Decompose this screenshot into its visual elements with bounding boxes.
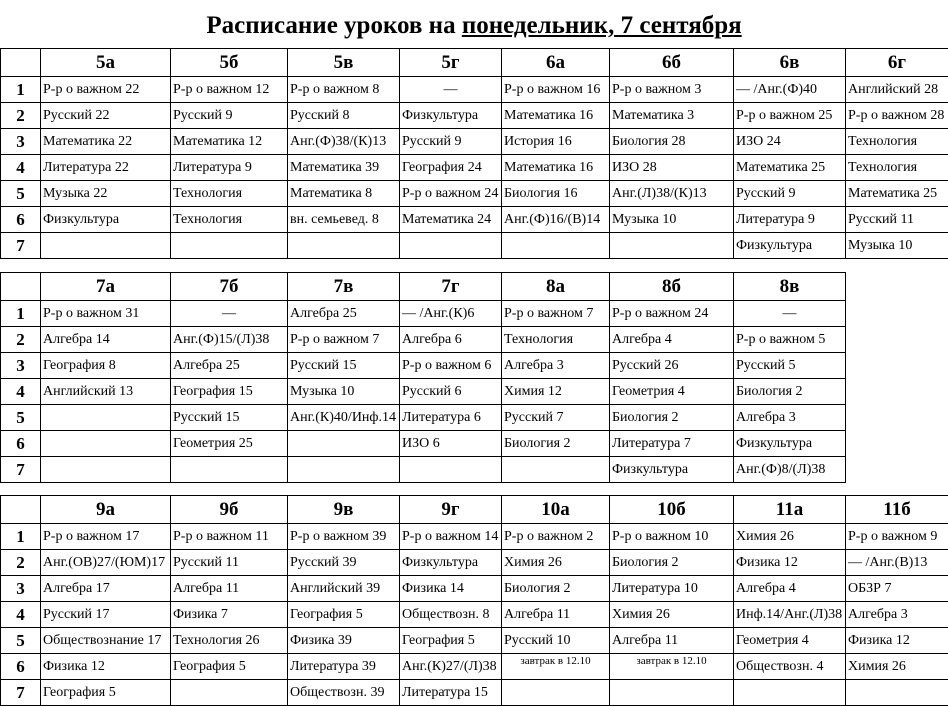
lesson-cell: Технология [171,181,288,207]
lesson-cell: Геометрия 4 [734,628,846,654]
lesson-cell: Анг.(Ф)38/(К)13 [288,129,400,155]
lesson-cell: Обществозн. 39 [288,680,400,706]
lesson-cell: Алгебра 3 [734,405,846,431]
lesson-cell: Технология [502,327,610,353]
class-header: 7а [41,273,171,301]
lesson-row [1,103,948,129]
lesson-cell: Анг.(Л)38/(К)13 [610,181,734,207]
lesson-cell: Русский 8 [288,103,400,129]
schedule-table-grades-5-6 [0,48,948,259]
lesson-row [1,680,948,706]
lesson-cell: Обществознание 17 [41,628,171,654]
lesson-cell: Р-р о важном 22 [41,77,171,103]
class-header: 6г [846,49,948,77]
lesson-cell: География 5 [288,602,400,628]
lesson-cell: Р-р о важном 14 [400,524,502,550]
lesson-cell [41,405,171,431]
class-header-row [1,496,948,524]
lesson-cell: Физкультура [400,550,502,576]
lesson-row [1,379,846,405]
lesson-cell: — [171,301,288,327]
lesson-cell: Биология 28 [610,129,734,155]
lesson-row [1,524,948,550]
lesson-row [1,77,948,103]
lesson-cell: Химия 26 [502,550,610,576]
lesson-row [1,405,846,431]
lesson-row [1,301,846,327]
lesson-number: 1 [1,301,41,327]
lesson-number: 5 [1,628,41,654]
lesson-cell [171,680,288,706]
lesson-cell: Физкультура [41,207,171,233]
lesson-cell: Геометрия 4 [610,379,734,405]
lesson-number: 4 [1,155,41,181]
lesson-cell: Литература 7 [610,431,734,457]
lesson-cell: География 8 [41,353,171,379]
lesson-cell: Математика 25 [846,181,948,207]
lesson-number: 6 [1,431,41,457]
lesson-cell: Математика 8 [288,181,400,207]
class-header: 5б [171,49,288,77]
class-header: 9б [171,496,288,524]
lesson-number: 3 [1,129,41,155]
lesson-cell: Алгебра 3 [846,602,948,628]
lesson-cell: Р-р о важном 24 [400,181,502,207]
class-header: 7б [171,273,288,301]
lesson-row [1,457,846,483]
lesson-cell: Биология 2 [610,405,734,431]
lesson-cell: Р-р о важном 6 [400,353,502,379]
lesson-cell: Физкультура [734,233,846,259]
lesson-cell: — /Анг.(К)6 [400,301,502,327]
lesson-number: 7 [1,457,41,483]
lesson-cell: Алгебра 11 [171,576,288,602]
lesson-cell: Обществозн. 4 [734,654,846,680]
lesson-cell: Физкультура [400,103,502,129]
lesson-row [1,602,948,628]
lesson-cell: География 5 [41,680,171,706]
lesson-cell: Биология 2 [610,550,734,576]
lesson-number: 3 [1,576,41,602]
lesson-cell: Русский 22 [41,103,171,129]
lesson-cell: Алгебра 4 [734,576,846,602]
lesson-cell: Русский 10 [502,628,610,654]
lesson-cell: Русский 15 [288,353,400,379]
lesson-cell: Физика 12 [734,550,846,576]
lesson-cell: Математика 22 [41,129,171,155]
lesson-row [1,327,846,353]
lesson-number: 2 [1,327,41,353]
lesson-cell: Обществозн. 8 [400,602,502,628]
lesson-cell: Литература 9 [734,207,846,233]
lesson-cell [171,457,288,483]
lesson-cell: Алгебра 14 [41,327,171,353]
lesson-cell: Английский 39 [288,576,400,602]
lesson-cell: Анг.(К)40/Инф.14 [288,405,400,431]
lesson-cell: Физика 12 [41,654,171,680]
lesson-number: 1 [1,524,41,550]
lesson-number: 7 [1,233,41,259]
lesson-cell: Русский 17 [41,602,171,628]
class-header: 6а [502,49,610,77]
lesson-cell: Математика 12 [171,129,288,155]
lesson-cell [610,680,734,706]
class-header: 5а [41,49,171,77]
lesson-cell: Р-р о важном 24 [610,301,734,327]
lesson-cell [41,233,171,259]
class-header: 7г [400,273,502,301]
lesson-cell: Р-р о важном 11 [171,524,288,550]
lesson-cell: Литература 39 [288,654,400,680]
lesson-row [1,181,948,207]
lesson-cell: Алгебра 4 [610,327,734,353]
lesson-cell [171,233,288,259]
lesson-cell: Р-р о важном 12 [171,77,288,103]
lesson-cell [502,233,610,259]
lesson-cell: Русский 26 [610,353,734,379]
lesson-cell: завтрак в 12.10 [610,654,734,680]
lesson-cell: Математика 16 [502,155,610,181]
lesson-cell: Р-р о важном 28 [846,103,948,129]
lesson-cell: Физика 39 [288,628,400,654]
lesson-cell: — /Анг.(В)13 [846,550,948,576]
lesson-cell: Технология [171,207,288,233]
lesson-cell: Русский 5 [734,353,846,379]
lesson-row [1,431,846,457]
lesson-cell: Технология 26 [171,628,288,654]
lesson-cell: Английский 13 [41,379,171,405]
class-header: 7в [288,273,400,301]
title-prefix: Расписание уроков на [206,12,462,39]
lesson-cell: Литература 9 [171,155,288,181]
lesson-cell: Анг.(Ф)16/(В)14 [502,207,610,233]
lesson-cell: География 24 [400,155,502,181]
lesson-cell: ИЗО 28 [610,155,734,181]
lesson-cell: Р-р о важном 31 [41,301,171,327]
lesson-cell: Технология [846,155,948,181]
lesson-cell: Анг.(Ф)8/(Л)38 [734,457,846,483]
lesson-cell: Р-р о важном 16 [502,77,610,103]
lesson-row [1,576,948,602]
lesson-cell: Литература 15 [400,680,502,706]
lesson-number: 2 [1,103,41,129]
lesson-cell: Анг.(Ф)15/(Л)38 [171,327,288,353]
lesson-cell: Литература 6 [400,405,502,431]
lesson-cell: Р-р о важном 5 [734,327,846,353]
lesson-cell: ИЗО 6 [400,431,502,457]
lesson-cell: Анг.(ОВ)27/(ЮМ)17 [41,550,171,576]
lesson-cell [734,680,846,706]
lesson-cell: Р-р о важном 7 [502,301,610,327]
class-header: 9г [400,496,502,524]
lesson-cell: вн. семьевед. 8 [288,207,400,233]
class-header: 10а [502,496,610,524]
lesson-row [1,129,948,155]
class-header: 10б [610,496,734,524]
lesson-cell: Р-р о важном 2 [502,524,610,550]
lesson-number: 2 [1,550,41,576]
lesson-cell: Музыка 10 [288,379,400,405]
lesson-row [1,207,948,233]
header-corner-cell [1,49,41,77]
lesson-cell: Алгебра 25 [288,301,400,327]
lesson-cell [610,233,734,259]
lesson-cell [502,680,610,706]
lesson-cell: Математика 3 [610,103,734,129]
lesson-cell: Английский 28 [846,77,948,103]
lesson-cell: Литература 22 [41,155,171,181]
lesson-number: 5 [1,181,41,207]
lesson-cell: Геометрия 25 [171,431,288,457]
lesson-cell: Физика 12 [846,628,948,654]
lesson-number: 6 [1,654,41,680]
lesson-number: 6 [1,207,41,233]
class-header: 8в [734,273,846,301]
lesson-cell: Физика 7 [171,602,288,628]
lesson-row [1,155,948,181]
lesson-number: 5 [1,405,41,431]
lesson-cell: Русский 6 [400,379,502,405]
class-header: 9в [288,496,400,524]
lesson-cell: Русский 11 [171,550,288,576]
lesson-cell: Анг.(К)27/(Л)38 [400,654,502,680]
class-header: 6в [734,49,846,77]
lesson-cell: Р-р о важном 25 [734,103,846,129]
lesson-cell [400,457,502,483]
lesson-cell: завтрак в 12.10 [502,654,610,680]
class-header: 9а [41,496,171,524]
lesson-cell: Математика 25 [734,155,846,181]
lesson-cell [288,457,400,483]
schedule-table-grades-7-8 [0,272,846,483]
lesson-cell: ИЗО 24 [734,129,846,155]
lesson-cell: Биология 2 [502,431,610,457]
schedule-table-grades-9-11 [0,495,948,706]
lesson-cell: Русский 11 [846,207,948,233]
lesson-cell: Р-р о важном 39 [288,524,400,550]
lesson-cell: Химия 26 [734,524,846,550]
lesson-cell: Технология [846,129,948,155]
lesson-cell: Физкультура [734,431,846,457]
lesson-cell: Русский 39 [288,550,400,576]
lesson-row [1,628,948,654]
lesson-row [1,353,846,379]
lesson-cell: Р-р о важном 9 [846,524,948,550]
lesson-cell: Музыка 10 [846,233,948,259]
lesson-cell [400,233,502,259]
lesson-cell: Литература 10 [610,576,734,602]
lesson-cell: Алгебра 17 [41,576,171,602]
lesson-cell [288,233,400,259]
lesson-cell: Химия 12 [502,379,610,405]
lesson-number: 4 [1,602,41,628]
lesson-cell: Русский 9 [400,129,502,155]
lesson-cell [41,431,171,457]
lesson-cell: Алгебра 3 [502,353,610,379]
lesson-cell: Алгебра 11 [502,602,610,628]
lesson-cell: Алгебра 11 [610,628,734,654]
class-header: 5в [288,49,400,77]
lesson-cell [502,457,610,483]
lesson-number: 1 [1,77,41,103]
lesson-cell: — /Анг.(Ф)40 [734,77,846,103]
lesson-row [1,654,948,680]
lesson-cell: Биология 2 [502,576,610,602]
lesson-cell: География 15 [171,379,288,405]
lesson-cell: Алгебра 6 [400,327,502,353]
lesson-cell: Р-р о важном 8 [288,77,400,103]
class-header: 8а [502,273,610,301]
lesson-cell: Р-р о важном 17 [41,524,171,550]
lesson-cell: Музыка 10 [610,207,734,233]
lesson-cell: Русский 9 [171,103,288,129]
lesson-cell: — [400,77,502,103]
lesson-cell: ОБЗР 7 [846,576,948,602]
header-corner-cell [1,273,41,301]
lesson-number: 4 [1,379,41,405]
lesson-cell: География 5 [171,654,288,680]
class-header-row [1,49,948,77]
lesson-cell [288,431,400,457]
class-header: 5г [400,49,502,77]
lesson-cell: Биология 2 [734,379,846,405]
lesson-cell: Р-р о важном 3 [610,77,734,103]
title-date: понедельник, 7 сентября [461,12,742,39]
lesson-cell: Химия 26 [610,602,734,628]
lesson-cell: Алгебра 25 [171,353,288,379]
lesson-cell: Физкультура [610,457,734,483]
lesson-cell: Физика 14 [400,576,502,602]
lesson-cell: Математика 16 [502,103,610,129]
lesson-cell: Музыка 22 [41,181,171,207]
lesson-cell: История 16 [502,129,610,155]
lesson-cell: География 5 [400,628,502,654]
lesson-cell: — [734,301,846,327]
lesson-row [1,550,948,576]
lesson-number: 3 [1,353,41,379]
lesson-cell [846,680,948,706]
lesson-cell: Инф.14/Анг.(Л)38 [734,602,846,628]
header-corner-cell [1,496,41,524]
class-header-row [1,273,846,301]
lesson-cell: Р-р о важном 7 [288,327,400,353]
lesson-cell: Математика 24 [400,207,502,233]
class-header: 8б [610,273,734,301]
lesson-cell: Русский 9 [734,181,846,207]
lesson-cell: Русский 15 [171,405,288,431]
lesson-cell: Р-р о важном 10 [610,524,734,550]
class-header: 11а [734,496,846,524]
lesson-cell [41,457,171,483]
lesson-cell: Химия 26 [846,654,948,680]
class-header: 6б [610,49,734,77]
lesson-row [1,233,948,259]
page-title [0,10,948,42]
lesson-number: 7 [1,680,41,706]
lesson-cell: Русский 7 [502,405,610,431]
class-header: 11б [846,496,948,524]
lesson-cell: Математика 39 [288,155,400,181]
lesson-cell: Биология 16 [502,181,610,207]
